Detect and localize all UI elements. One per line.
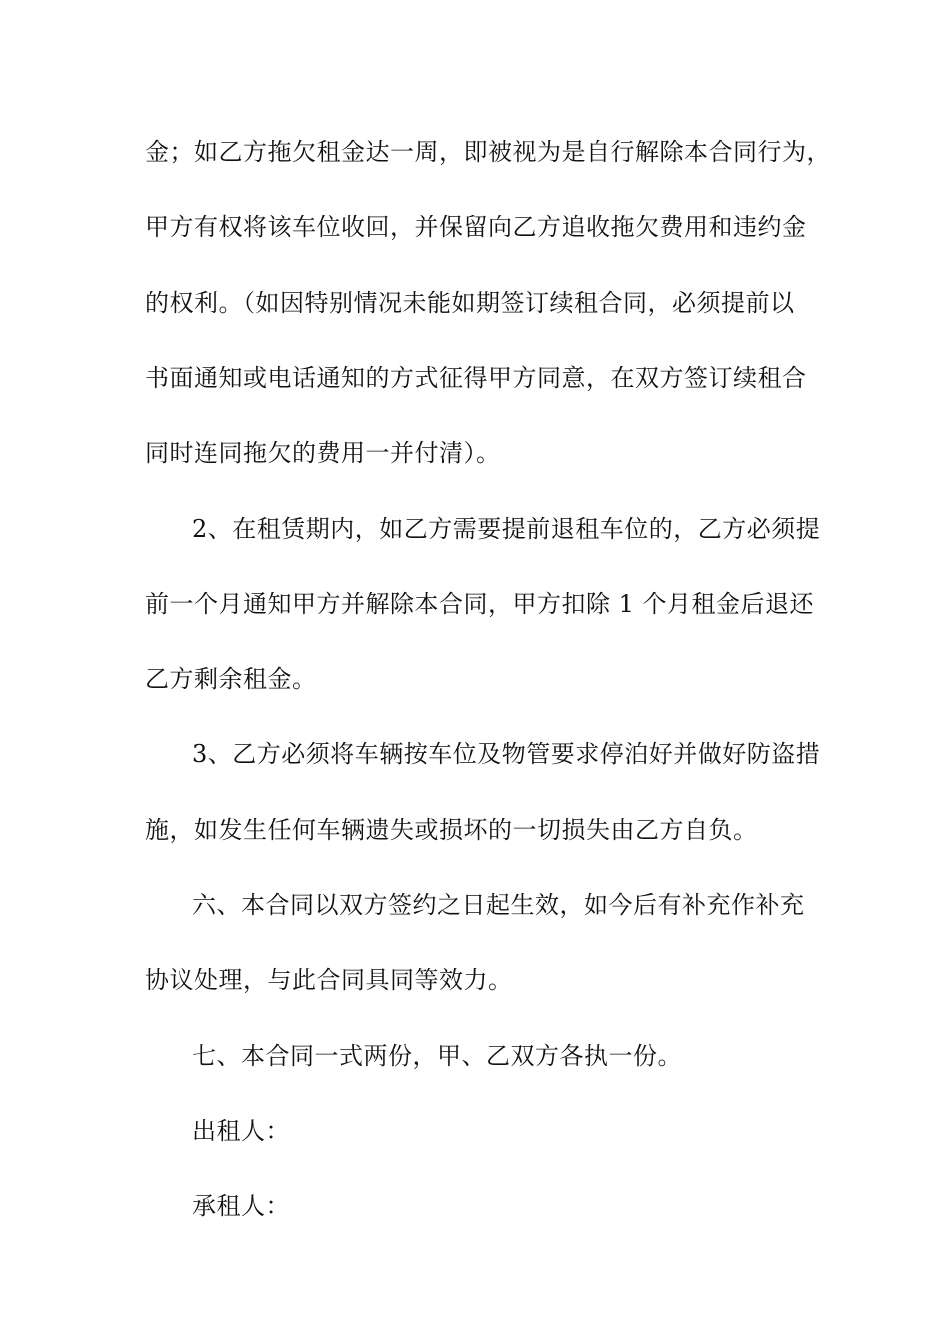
- text-line: 施，如发生任何车辆遗失或损坏的一切损失由乙方自负。: [145, 816, 758, 844]
- paragraph-3-line: 3、乙方必须将车辆按车位及物管要求停泊好并做好防盗措: [192, 740, 821, 768]
- paragraph-2-line: 2、在租赁期内，如乙方需要提前退租车位的，乙方必须提: [192, 515, 821, 543]
- lessee-label: 承租人：: [192, 1192, 290, 1220]
- clause-7-line: 七、本合同一式两份，甲、乙双方各执一份。: [192, 1042, 682, 1070]
- text-line: 前一个月通知甲方并解除本合同，甲方扣除 1 个月租金后退还: [145, 590, 815, 618]
- text-line: 同时连同拖欠的费用一并付清）。: [145, 439, 501, 467]
- text-line: 协议处理，与此合同具同等效力。: [145, 966, 513, 994]
- text-line: 乙方剩余租金。: [145, 665, 317, 693]
- text-line: 甲方有权将该车位收回，并保留向乙方追收拖欠费用和违约金: [145, 213, 807, 241]
- text-line: 的权利。（如因特别情况未能如期签订续租合同，必须提前以: [145, 289, 795, 317]
- text-line: 书面通知或电话通知的方式征得甲方同意，在双方签订续租合: [145, 364, 807, 392]
- text-line: 金；如乙方拖欠租金达一周，即被视为是自行解除本合同行为，: [145, 138, 831, 166]
- lessor-label: 出租人：: [192, 1117, 290, 1145]
- clause-6-line: 六、本合同以双方签约之日起生效，如今后有补充作补充: [192, 891, 805, 919]
